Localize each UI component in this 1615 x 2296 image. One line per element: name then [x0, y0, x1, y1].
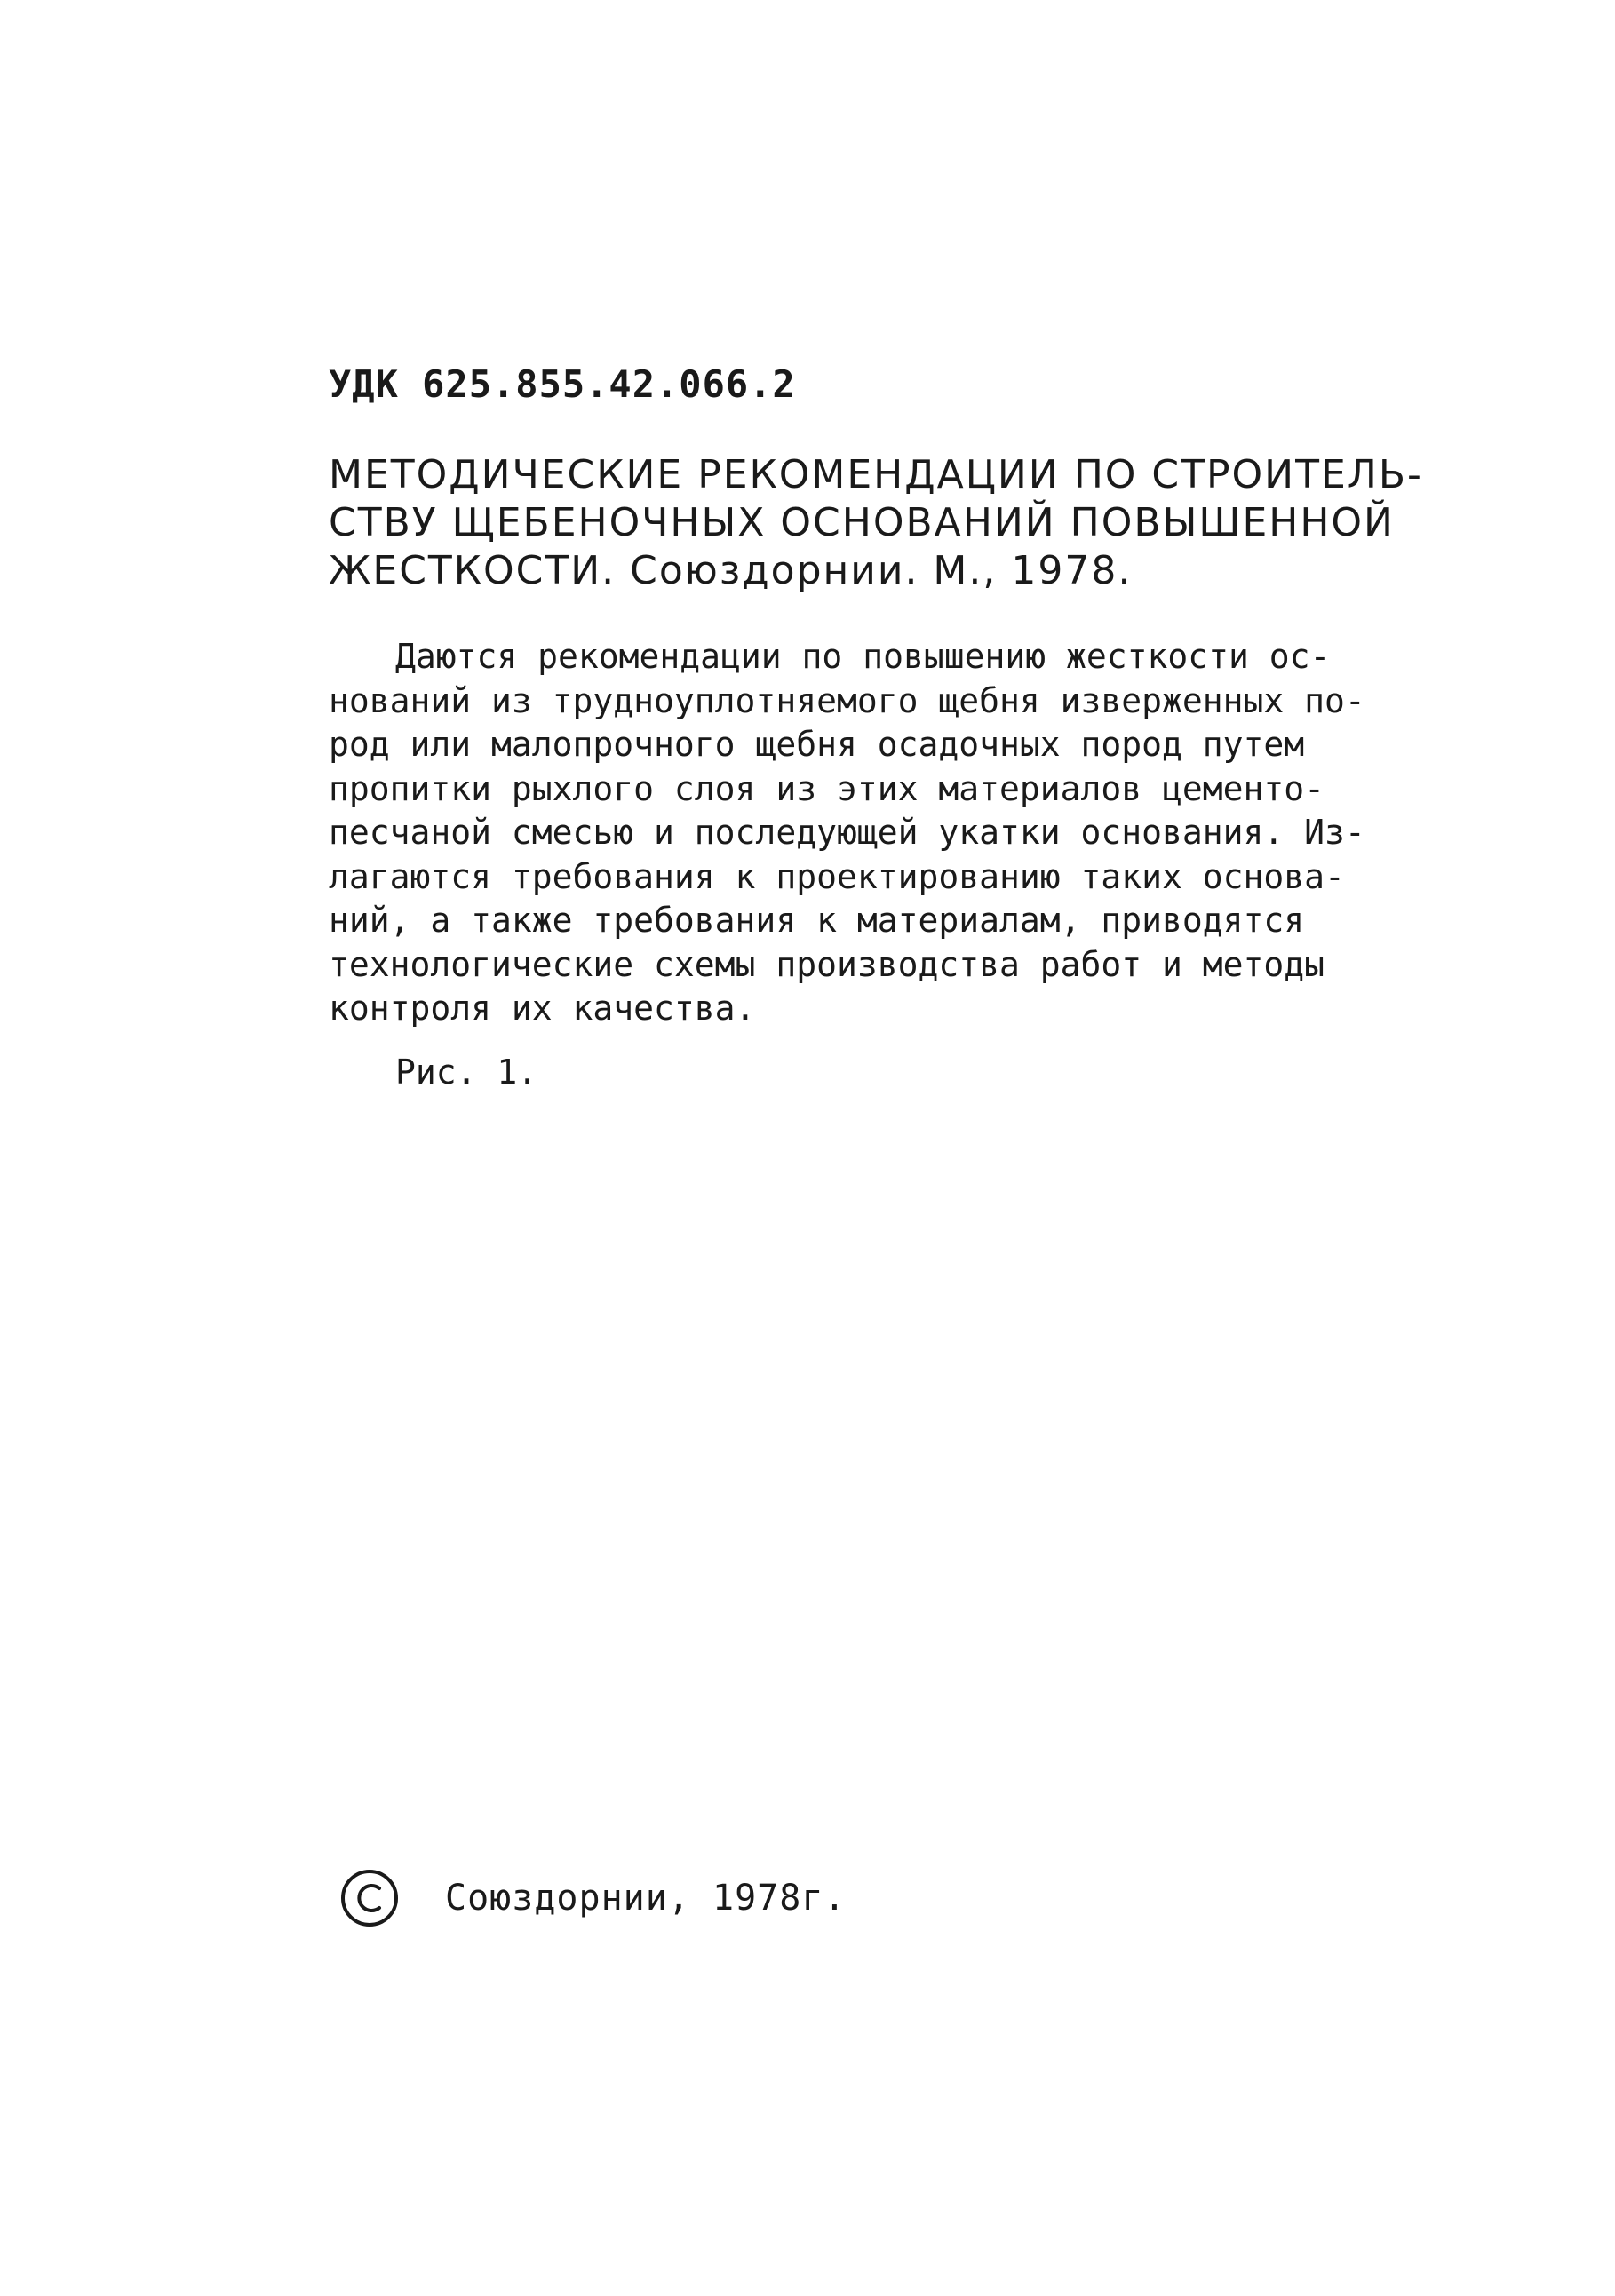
abstract-line: технологические схемы производства работ и методы: [329, 944, 1325, 984]
abstract-line: Даются рекомендации по повышению жесткости ос-: [395, 637, 1331, 676]
figure-reference: Рис. 1.: [395, 1053, 538, 1092]
abstract-line: нований из трудноуплотняемого щебня изверженных по-: [329, 680, 1365, 720]
copyright-notice: [340, 1869, 846, 1927]
document-title: [329, 451, 1448, 595]
udk-code: УДК 625.855.42.066.2: [329, 362, 796, 406]
title-line: СТВУ ЩЕБЕНОЧНЫХ ОСНОВАНИЙ ПОВЫШЕННОЙ: [329, 500, 1395, 545]
abstract-line: контроля их качества.: [329, 989, 756, 1028]
abstract-paragraph: [329, 635, 1448, 1031]
abstract-line: ний, а также требования к материалам, приводятся: [329, 901, 1305, 940]
title-line: МЕТОДИЧЕСКИЕ РЕКОМЕНДАЦИИ ПО СТРОИТЕЛЬ-: [329, 452, 1423, 497]
abstract-line: песчаной смесью и последующей укатки основания. Из-: [329, 813, 1365, 852]
copyright-icon: [340, 1869, 399, 1927]
copyright-text: Союздорнии, 1978г.: [445, 1878, 847, 1919]
title-line: ЖЕСТКОСТИ. Союздорнии. М., 1978.: [329, 548, 1133, 593]
abstract-line: пропитки рыхлого слоя из этих материалов цементо-: [329, 768, 1325, 808]
abstract-line: лагаются требования к проектированию таких основа-: [329, 856, 1345, 896]
abstract-line: род или малопрочного щебня осадочных пород путем: [329, 725, 1305, 764]
